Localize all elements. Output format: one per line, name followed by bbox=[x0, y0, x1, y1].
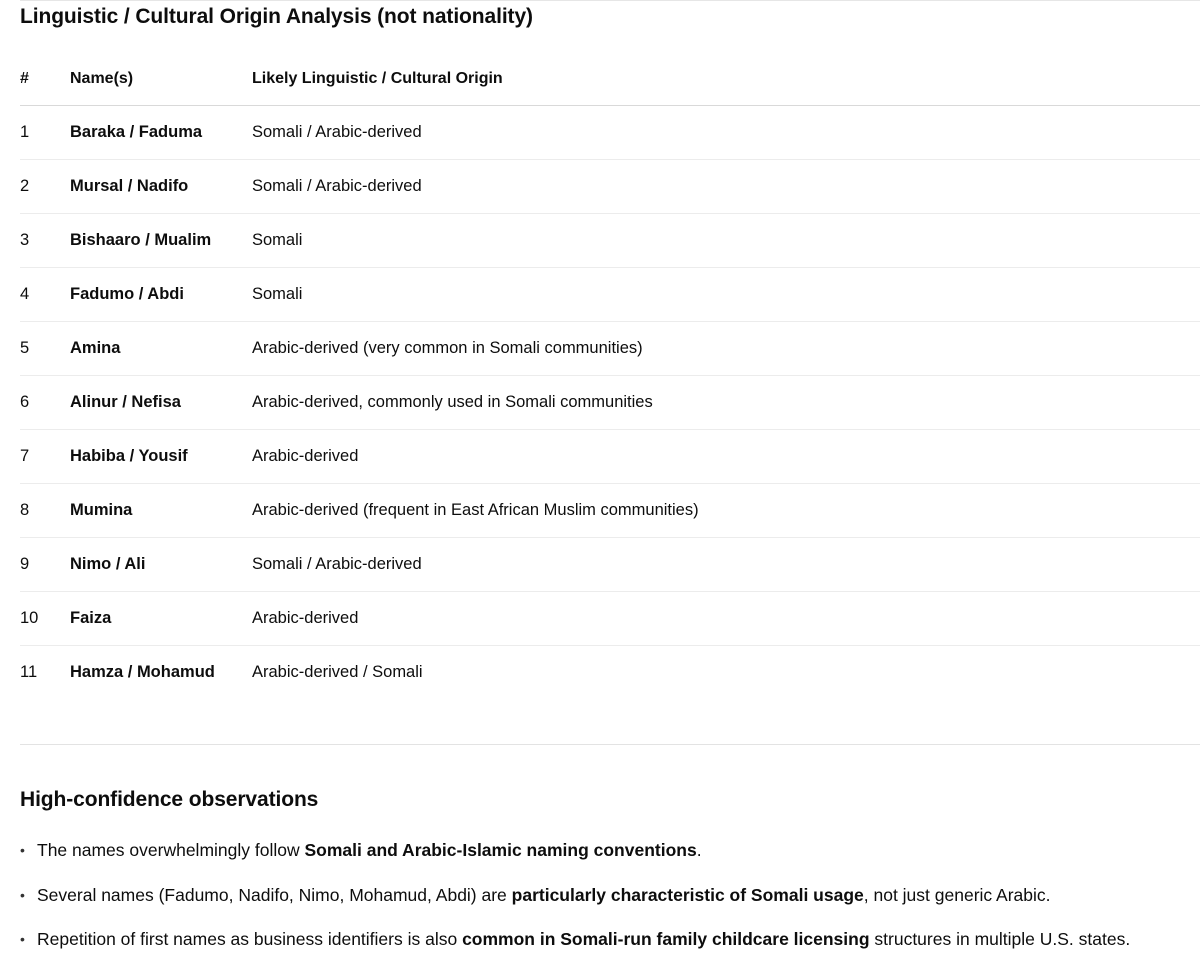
bullet-icon: • bbox=[20, 931, 25, 947]
top-divider bbox=[20, 0, 1200, 1]
table-row bbox=[20, 322, 1200, 376]
observation-text: The names overwhelmingly follow bbox=[37, 840, 305, 860]
row-names: Mumina bbox=[70, 484, 252, 538]
table-row bbox=[20, 214, 1200, 268]
table-row bbox=[20, 538, 1200, 592]
row-number: 8 bbox=[20, 484, 70, 538]
document-page bbox=[20, 0, 1200, 959]
row-number: 7 bbox=[20, 430, 70, 484]
table-row bbox=[20, 376, 1200, 430]
row-names: Mursal / Nadifo bbox=[70, 160, 252, 214]
origin-table bbox=[20, 53, 1200, 699]
row-origin: Arabic-derived (frequent in East African Muslim communities) bbox=[252, 484, 1200, 538]
column-header-origin: Likely Linguistic / Cultural Origin bbox=[252, 53, 1200, 106]
observations-list bbox=[20, 836, 1200, 970]
observation-emphasis: Somali and Arabic-Islamic naming conventions bbox=[304, 840, 697, 860]
observation-text-end: structures in multiple U.S. states. bbox=[869, 929, 1131, 949]
row-number: 9 bbox=[20, 538, 70, 592]
row-origin: Arabic-derived bbox=[252, 592, 1200, 646]
table-row bbox=[20, 106, 1200, 160]
section-title-origin-analysis: Linguistic / Cultural Origin Analysis (not nationality) bbox=[20, 5, 533, 28]
row-origin: Arabic-derived bbox=[252, 430, 1200, 484]
table-row bbox=[20, 592, 1200, 646]
table-row bbox=[20, 160, 1200, 214]
observation-text: Repetition of first names as business identifiers is also bbox=[37, 929, 463, 949]
row-names: Bishaaro / Mualim bbox=[70, 214, 252, 268]
table-row bbox=[20, 268, 1200, 322]
row-names: Habiba / Yousif bbox=[70, 430, 252, 484]
row-number: 2 bbox=[20, 160, 70, 214]
bullet-icon: • bbox=[20, 886, 25, 903]
list-item bbox=[20, 925, 1200, 970]
list-item bbox=[20, 836, 1200, 881]
list-item bbox=[20, 881, 1200, 926]
row-number: 10 bbox=[20, 592, 70, 646]
row-origin: Somali bbox=[252, 214, 1200, 268]
table-header-row bbox=[20, 53, 1200, 106]
row-names: Faiza bbox=[70, 592, 252, 646]
observation-text-end: , not just generic Arabic. bbox=[863, 884, 1051, 905]
observation-text: Several names (Fadumo, Nadifo, Nimo, Mohamud, Abdi) are bbox=[37, 884, 512, 905]
row-names: Baraka / Faduma bbox=[70, 106, 252, 160]
row-origin: Somali bbox=[252, 268, 1200, 322]
row-names: Fadumo / Abdi bbox=[70, 268, 252, 322]
row-origin: Arabic-derived (very common in Somali communities) bbox=[252, 322, 1200, 376]
row-names: Alinur / Nefisa bbox=[70, 376, 252, 430]
observation-emphasis: particularly characteristic of Somali usage bbox=[511, 884, 864, 905]
row-origin: Arabic-derived / Somali bbox=[252, 663, 423, 681]
row-origin: Somali / Arabic-derived bbox=[252, 106, 1200, 160]
column-header-names: Name(s) bbox=[70, 53, 252, 106]
row-origin: Somali / Arabic-derived bbox=[252, 538, 1200, 592]
row-number: 5 bbox=[20, 322, 70, 376]
observation-emphasis: common in Somali-run family childcare licensing bbox=[462, 929, 870, 949]
section-divider bbox=[20, 744, 1200, 745]
observation-text-end: . bbox=[696, 840, 702, 860]
table-row bbox=[20, 430, 1200, 484]
row-number: 1 bbox=[20, 106, 70, 160]
bullet-icon: • bbox=[20, 842, 25, 858]
table-row bbox=[20, 484, 1200, 538]
row-names: Amina bbox=[70, 322, 252, 376]
row-names: Nimo / Ali bbox=[70, 538, 252, 592]
row-names: Hamza / Mohamud bbox=[70, 663, 215, 681]
section-title-observations: High-confidence observations bbox=[20, 788, 319, 811]
row-number: 11 bbox=[20, 663, 38, 681]
column-header-number: # bbox=[20, 53, 70, 106]
row-number: 3 bbox=[20, 214, 70, 268]
table-row bbox=[20, 646, 1200, 700]
row-number: 4 bbox=[20, 268, 70, 322]
row-origin: Somali / Arabic-derived bbox=[252, 160, 1200, 214]
row-number: 6 bbox=[20, 376, 70, 430]
row-origin: Arabic-derived, commonly used in Somali communities bbox=[252, 376, 1200, 430]
